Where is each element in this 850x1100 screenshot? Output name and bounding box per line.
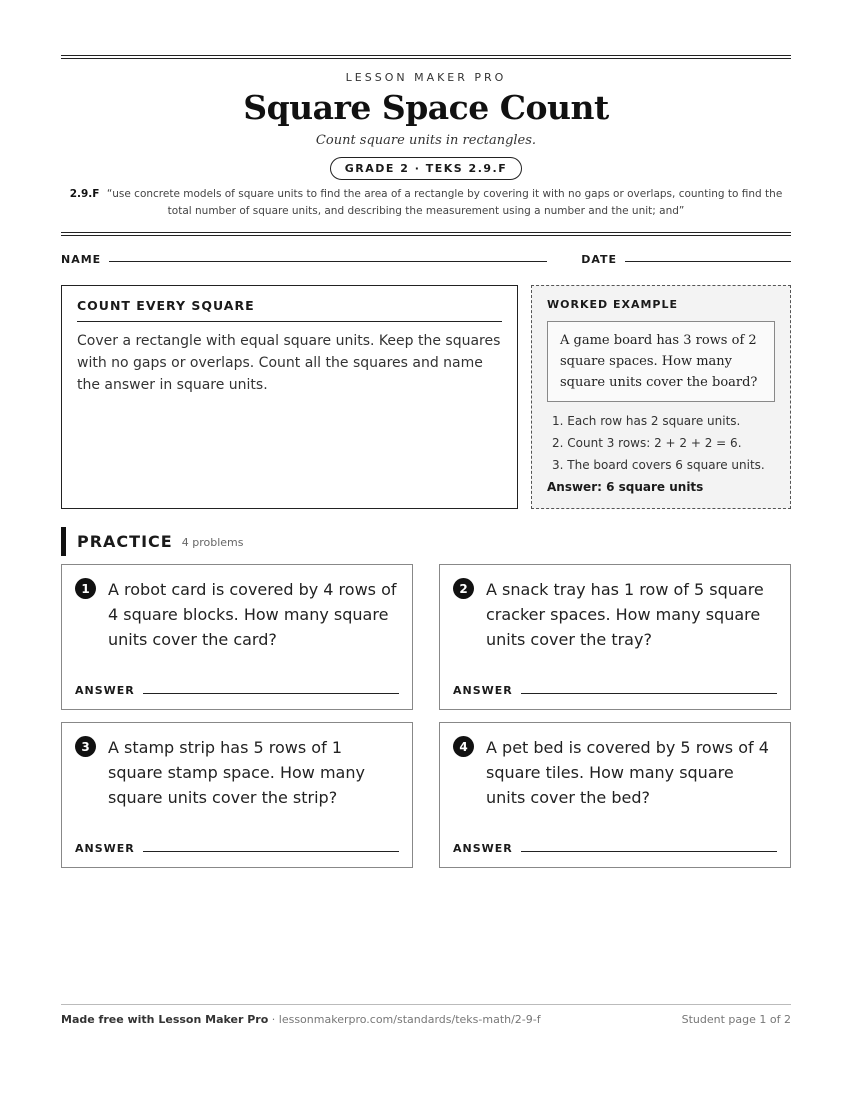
problem-text: A robot card is covered by 4 rows of 4 square blocks. How many square units cover the card? (108, 580, 397, 649)
standard-text: “use concrete models of square units to find the area of a rectangle by covering it with no gaps or overlaps, counting to find the total number of square units, and describing the measurement using a number and the unit; and” (106, 188, 783, 217)
worked-example-answer: Answer: 6 square units (547, 480, 704, 494)
grade-badge: GRADE 2 · TEKS 2.9.F (330, 157, 522, 180)
page-title: Square Space Count (243, 88, 609, 127)
answer-field[interactable] (143, 693, 399, 694)
answer-field[interactable] (521, 851, 777, 852)
answer-label: ANSWER (453, 842, 513, 855)
page-footer (61, 1004, 791, 1026)
standard-description (61, 186, 791, 220)
problem-card-3 (61, 722, 413, 868)
worked-step: 3. The board covers 6 square units. (552, 458, 765, 472)
standard-code: 2.9.F (69, 188, 100, 200)
worked-example-steps (547, 410, 775, 476)
intro-heading: COUNT EVERY SQUARE (77, 298, 502, 322)
footer-url[interactable]: · lessonmakerpro.com/standards/teks-math/2-9-f (268, 1013, 541, 1026)
problem-number-badge: 2 (453, 578, 474, 599)
answer-field[interactable] (143, 851, 399, 852)
name-field[interactable] (109, 261, 547, 262)
page-subtitle: Count square units in rectangles. (315, 133, 537, 148)
intro-box (61, 285, 518, 509)
footer-made-with: Made free with Lesson Maker Pro (61, 1013, 269, 1026)
footer-page-number: Student page 1 of 2 (681, 1013, 791, 1026)
answer-field[interactable] (521, 693, 777, 694)
problem-text: A snack tray has 1 row of 5 square cracker spaces. How many square units cover the tray? (486, 580, 764, 649)
problem-text: A pet bed is covered by 5 rows of 4 square tiles. How many square units cover the bed? (486, 738, 769, 807)
worked-example-box (531, 285, 791, 509)
problem-number-badge: 3 (75, 736, 96, 757)
problem-text: A stamp strip has 5 rows of 1 square stamp space. How many square units cover the strip? (108, 738, 365, 807)
problem-card-2 (439, 564, 791, 710)
intro-text: Cover a rectangle with equal square units. Keep the squares with no gaps or overlaps. Count all the squares and name the answer in square units. (77, 333, 501, 393)
practice-header (61, 527, 791, 556)
practice-title: PRACTICE (77, 532, 173, 551)
worked-example-heading: WORKED EXAMPLE (547, 298, 678, 311)
problem-card-1 (61, 564, 413, 710)
problem-number-badge: 4 (453, 736, 474, 757)
header-top-rule (61, 55, 791, 59)
name-date-row (61, 253, 791, 266)
date-field[interactable] (625, 261, 791, 262)
problem-card-4 (439, 722, 791, 868)
practice-count: 4 problems (181, 536, 244, 549)
brand-name: LESSON MAKER PRO (345, 71, 507, 84)
answer-label: ANSWER (453, 684, 513, 697)
worksheet-page (61, 55, 791, 868)
answer-label: ANSWER (75, 842, 135, 855)
header-bottom-rule (61, 232, 791, 236)
date-label: DATE (581, 253, 617, 266)
problem-grid (61, 564, 791, 868)
name-label: NAME (61, 253, 102, 266)
problem-number-badge: 1 (75, 578, 96, 599)
worked-step: 2. Count 3 rows: 2 + 2 + 2 = 6. (552, 436, 742, 450)
worked-example-question: A game board has 3 rows of 2 square spaces. How many square units cover the board? (547, 321, 775, 402)
worked-step: 1. Each row has 2 square units. (552, 414, 741, 428)
answer-label: ANSWER (75, 684, 135, 697)
